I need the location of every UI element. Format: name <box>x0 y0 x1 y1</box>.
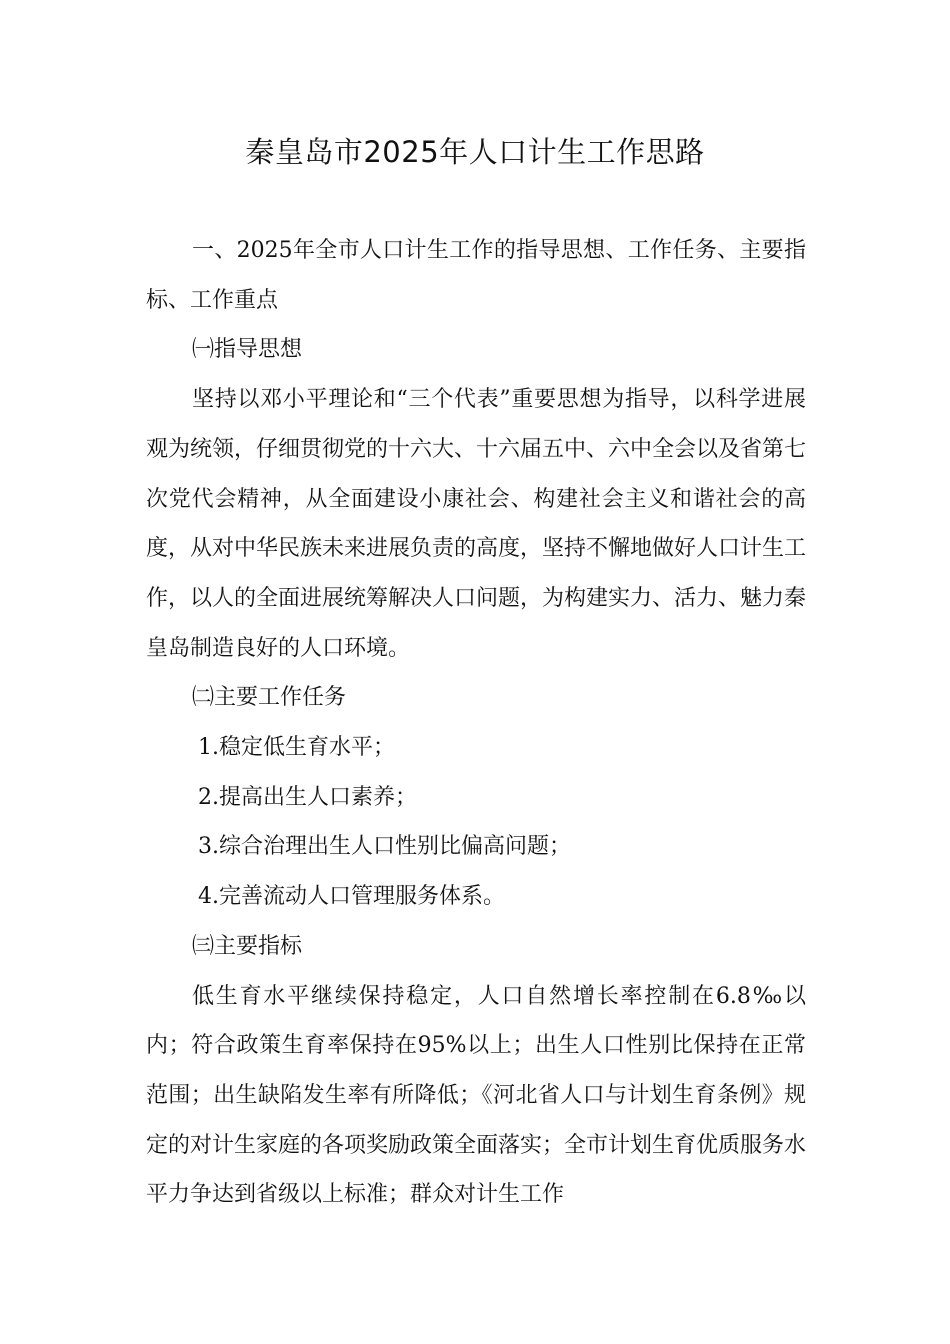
task-item: 3.综合治理出生人口性别比偏高问题； <box>198 834 571 860</box>
task-item: 4.完善流动人口管理服务体系。 <box>198 884 505 910</box>
task-item: 2.提高出生人口素养； <box>198 784 417 810</box>
subsection-heading-guiding-ideology: ㈠指导思想 <box>192 337 303 363</box>
task-item: 1.稳定低生育水平； <box>198 735 395 761</box>
document-title: 秦皇岛市2025年人口计生工作思路 <box>245 135 705 169</box>
section-heading: 一、2025年全市人口计生工作的指导思想、工作任务、主要指标、工作重点 <box>146 238 806 313</box>
subsection-heading-main-tasks: ㈡主要工作任务 <box>192 685 347 711</box>
paragraph-main-indicators: 低生育水平继续保持稳定，人口自然增长率控制在6.8‰以内；符合政策生育率保持在95%以上；出生人口性别比保持在正常范围；出生缺陷发生率有所降低；《河北省人口与计划生育条例》规定的对计生家庭的各项奖励政策全面落实；全市计划生育优质服务水平力争达到省级以上标准；群众对计生工作 <box>146 983 807 1208</box>
document-body <box>146 226 806 1220</box>
subsection-heading-main-indicators: ㈢主要指标 <box>192 933 303 959</box>
paragraph-guiding-ideology: 坚持以邓小平理论和“三个代表”重要思想为指导，以科学进展观为统领，仔细贯彻党的十六大、十六届五中、六中全会以及省第七次党代会精神，从全面建设小康社会、构建社会主义和谐社会的高度，从对中华民族未来进展负责的高度，坚持不懈地做好人口计生工作，以人的全面进展统筹解决人口问题，为构建实力、活力、魅力秦皇岛制造良好的人口环境。 <box>146 387 807 661</box>
